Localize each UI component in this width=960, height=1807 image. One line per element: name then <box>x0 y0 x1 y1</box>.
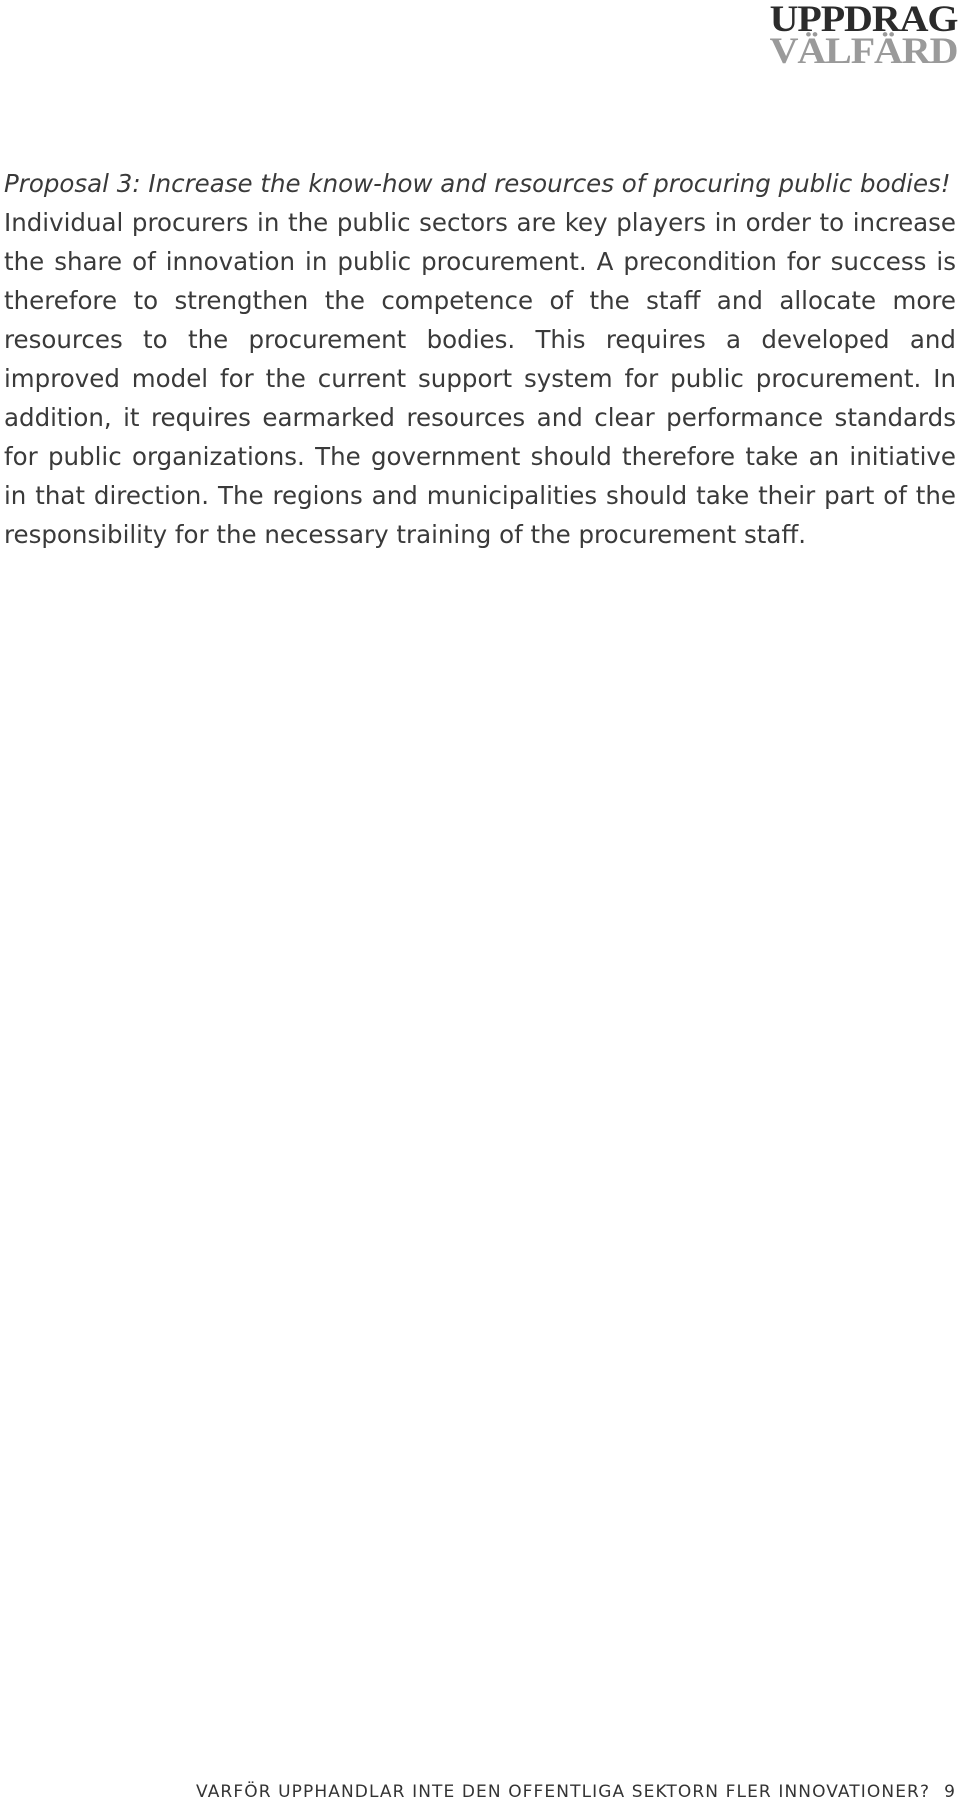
logo-line-valfard: VÄLFÄRD <box>769 30 958 72</box>
logo-line-uppdrag: UPPDRAG <box>769 0 958 40</box>
body-paragraph: Individual procurers in the public sectors are key players in order to increase the share of innovation in public procurement. A precondition for success is therefore to strengthen the competence of the staff and allocate more resources to the procurement bodies. This requires a developed and improved model for the current support system for public procurement. In addition, it requires earmarked resources and clear performance standards for public organizations. The government should therefore take an initiative in that direction. The regions and municipalities should take their part of the responsibility for the necessary training of the procurement staff. <box>4 208 956 549</box>
proposal-heading: Proposal 3: Increase the know-how and resources of procuring public bodies! <box>4 169 951 198</box>
uppdrag-valfard-logo <box>769 0 958 72</box>
document-body <box>4 164 956 554</box>
running-title: VARFÖR UPPHANDLAR INTE DEN OFFENTLIGA SEKTORN FLER INNOVATIONER? <box>196 1782 931 1802</box>
page-number: 9 <box>944 1782 956 1802</box>
page-footer <box>196 1782 956 1802</box>
